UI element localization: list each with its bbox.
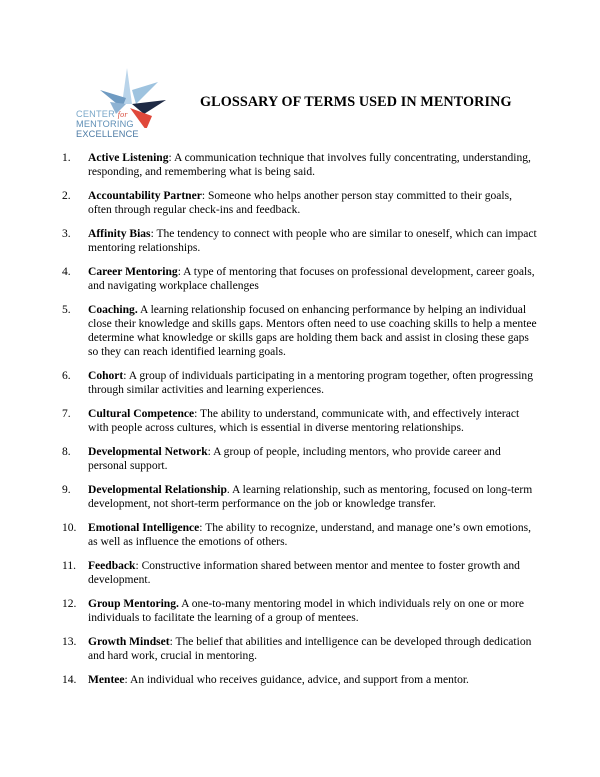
- glossary-item-cohort: 6. Cohort: A group of individuals participating in a mentoring program together, often progressing through similar activities and learning experiences.: [62, 370, 533, 396]
- glossary-item-developmental-network: 8. Developmental Network: A group of people, including mentors, who provide career and personal support.: [62, 446, 501, 472]
- glossary-item-affinity-bias: 3. Affinity Bias: The tendency to connect with people who are similar to oneself, which can impact mentoring relationships.: [62, 228, 537, 254]
- glossary-list: [62, 151, 537, 697]
- glossary-item-career-mentoring: 4. Career Mentoring: A type of mentoring that focuses on professional development, career goals, and navigating workplace challenges: [62, 266, 535, 292]
- glossary-item-coaching: 5. Coaching. A learning relationship focused on enhancing performance by helping an individual close their knowledge and skills gaps. Mentors often need to use coaching skills to help a mentee determine what knowledge or skills gaps are holding them back and assist in closing these gaps so they can reach identified learning goals.: [62, 304, 537, 358]
- glossary-item-mentee: 14. Mentee: An individual who receives guidance, advice, and support from a mentor.: [62, 674, 469, 686]
- glossary-item-growth-mindset: 13. Growth Mindset: The belief that abilities and intelligence can be developed through dedication and hard work, crucial in mentoring.: [62, 636, 532, 662]
- glossary-item-accountability-partner: 2. Accountability Partner: Someone who helps another person stay committed to their goals, often through regular check-ins and feedback.: [62, 190, 512, 216]
- logo-text: CENTER for MENTORING EXCELLENCE: [76, 109, 139, 139]
- center-logo: [70, 68, 170, 164]
- glossary-item-active-listening: 1. Active Listening: A communication technique that involves fully concentrating, understanding, responding, and remembering what is being said.: [62, 152, 531, 178]
- page-title: GLOSSARY OF TERMS USED IN MENTORING: [200, 94, 512, 110]
- glossary-item-developmental-relationship: 9. Developmental Relationship. A learning relationship, such as mentoring, focused on long-term development, not short-term performance on the job or knowledge transfer.: [62, 484, 533, 510]
- glossary-item-emotional-intelligence: 10. Emotional Intelligence: The ability to recognize, understand, and manage one’s own emotions, as well as influence the emotions of others.: [62, 522, 531, 548]
- glossary-item-group-mentoring: 12. Group Mentoring. A one-to-many mentoring model in which individuals rely on one or more individuals to facilitate the learning of a group of mentees.: [62, 598, 524, 624]
- glossary-item-feedback: 11. Feedback: Constructive information shared between mentor and mentee to foster growth and development.: [62, 560, 520, 586]
- glossary-item-cultural-competence: 7. Cultural Competence: The ability to understand, communicate with, and effectively interact with people across cultures, which is essential in diverse mentoring relationships.: [62, 408, 520, 434]
